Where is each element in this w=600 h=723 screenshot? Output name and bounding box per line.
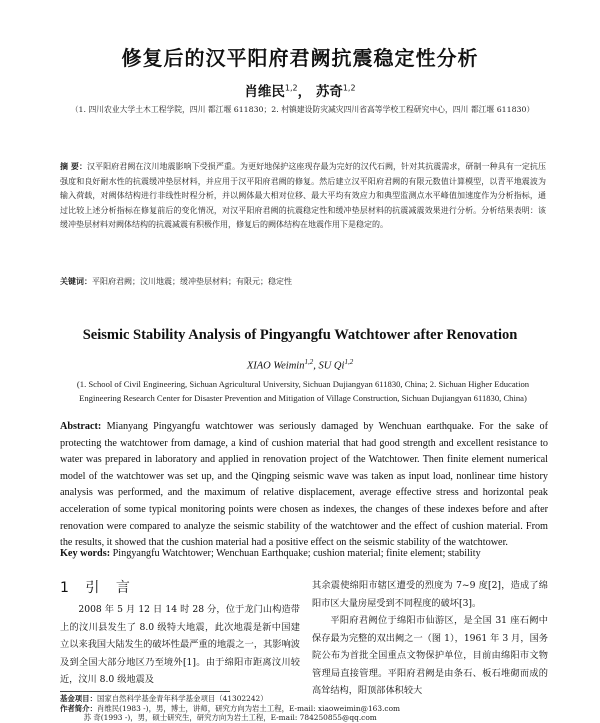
abstract-en-text: Mianyang Pingyangfu watchtower was seriously damaged by Wenchuan earthquake. For the sake of protecting the watchtower from damage, a kind of cushion material that had good strength and excellent resistance to water was prepared in laboratory and applied in renovation project of the Watchtower. Then finite element numerical model of the watchtower was set up, and the Qingping seismic wave was taken as input load, nonlinear time history analysis was performed, and the maximum of relative displacement, average effective stress and horizontal peak acceleration of some typical monitoring points were chosen as indexes, the changes of these indexes before and after renovation were compared to analyze the seismic stability of the watchtower and the effect of cushion material. From the results, it showed that the cushion material had a positive effect on the seismic stability of the watchtower. — [60, 421, 549, 549]
authors-cn — [0, 80, 600, 100]
affiliation-en: (1. School of Civil Engineering, Sichuan Agricultural University, Sichuan Dujiangyan 611830, China; 2. Sichuan Higher Education Engineering Research Center for Disaster Prevention and Mitigation of Village Construction, Sichuan Dujiangyan 611830, China) — [76, 379, 530, 403]
section-number: 1 — [60, 580, 75, 596]
section-title: 引 言 — [85, 580, 136, 596]
footnotes — [60, 694, 548, 723]
paper-title-cn: 修复后的汉平阳府君阙抗震稳定性分析 — [121, 46, 479, 70]
paper-title-en: Seismic Stability Analysis of Pingyangfu Watchtower after Renovation — [82, 327, 518, 343]
footnote-funding — [60, 694, 548, 704]
footnote-author — [60, 713, 548, 723]
author-en: SU Qi — [318, 360, 345, 372]
author-separator: ， — [297, 84, 312, 100]
abstract-cn — [60, 160, 546, 233]
section-heading — [60, 577, 136, 597]
footnote-label: 基金项目： — [60, 694, 97, 703]
keywords-en-text: Pingyangfu Watchtower; Wenchuan Earthquake; cushion material; finite element; stability — [112, 548, 481, 559]
footnote-author — [60, 704, 548, 714]
affiliation-cn: （1. 四川农业大学土木工程学院，四川 都江堰 611830；2. 村镇建设防灾减灾四川省高等学校工程研究中心，四川 都江堰 611830） — [70, 105, 535, 114]
abstract-en — [60, 419, 548, 552]
body-paragraph: 其余震使绵阳市辖区遭受的烈度为 7~9 度[2]，造成了绵阳市区大量房屋受到不同程度的破坏[3]。 — [312, 580, 548, 609]
body-paragraph: 平阳府君阙位于绵阳市仙游区，是全国 31 座石阙中保存最为完整的双出阙之一（图 1），1961 年 3 月，国务院公布为首批全国重点文物保护单位，目前由绵阳市文物管理局直接管理。平阳府君阙是由条石、板石堆砌而成的高耸结构，阳顶部体积较大 — [312, 615, 548, 696]
author-affil-sup: 1,2 — [304, 358, 314, 366]
body-column-right — [312, 577, 548, 700]
footnote-label: 作者简介： — [60, 703, 97, 713]
abstract-en-label: Abstract: — [60, 421, 102, 432]
author-cn: 苏奇 — [315, 84, 343, 100]
author-affil-sup: 1,2 — [342, 83, 356, 93]
footnote-text: 国家自然科学基金青年科学基金项目（41302242） — [96, 694, 268, 703]
author-en: XIAO Weimin — [246, 360, 305, 372]
footnote-text: 苏 奇(1993 -)，男，硕士研究生，研究方向为岩土工程，E-mail: 784250855@qq.com — [83, 713, 377, 722]
authors-en — [0, 358, 600, 372]
footnote-text: 肖维民(1983 -)，男，博士，讲师，研究方向为岩土工程，E-mail: xiaoweimin@163.com — [96, 703, 401, 713]
abstract-cn-text: 汉平阳府君阙在汶川地震影响下受损严重。为更好地保护这座现存最为完好的汉代石阙，针对其抗震需求，研制一种具有一定抗压强度和良好耐水性的抗震缓冲垫层材料，并应用于汉平阳府君阙的修复。然后建立汉平阳府君阙的有限元数值计算模型，以青平地震波为输入荷载，对阙体结构进行非线性时程分析，并以阙体最大相对位移、最大平均有效应力和典型监测点水平峰值加速度作为分析指标，通过比较上述分析指标在修复前后的变化情况，对汉平阳府君阙的抗震稳定性和缓冲垫层材料的抗震减震效果进行分析。分析结果表明：该缓冲垫层材料对阙体结构的抗震减震有积极作用，修复后的阙体结构在地震作用下是稳定的。 — [60, 162, 546, 230]
author-affil-sup: 1,2 — [284, 83, 298, 93]
keywords-cn-text: 平阳府君阙；汶川地震；缓冲垫层材料；有限元；稳定性 — [92, 277, 292, 286]
keywords-cn-label: 关键词： — [60, 277, 92, 286]
body-column-left: 2008 年 5 月 12 日 14 时 28 分，位于龙门山构造带上的汶川县发生了 8.0 级特大地震，此次地震是新中国建立以来我国大陆发生的破坏性最严重的地震之一，其影响波及到全国大部分地区乃至境外[1]。由于绵阳市距离汶川较近，汶川 8.0 级地震及 — [60, 604, 300, 685]
author-affil-sup: 1,2 — [344, 358, 354, 366]
keywords-cn — [60, 276, 546, 288]
author-separator: , — [313, 360, 319, 372]
keywords-en-label: Key words: — [60, 548, 111, 559]
footnote-divider — [60, 691, 230, 692]
author-cn: 肖维民 — [244, 84, 285, 100]
keywords-en — [60, 547, 548, 560]
abstract-cn-label: 摘 要： — [60, 162, 87, 171]
